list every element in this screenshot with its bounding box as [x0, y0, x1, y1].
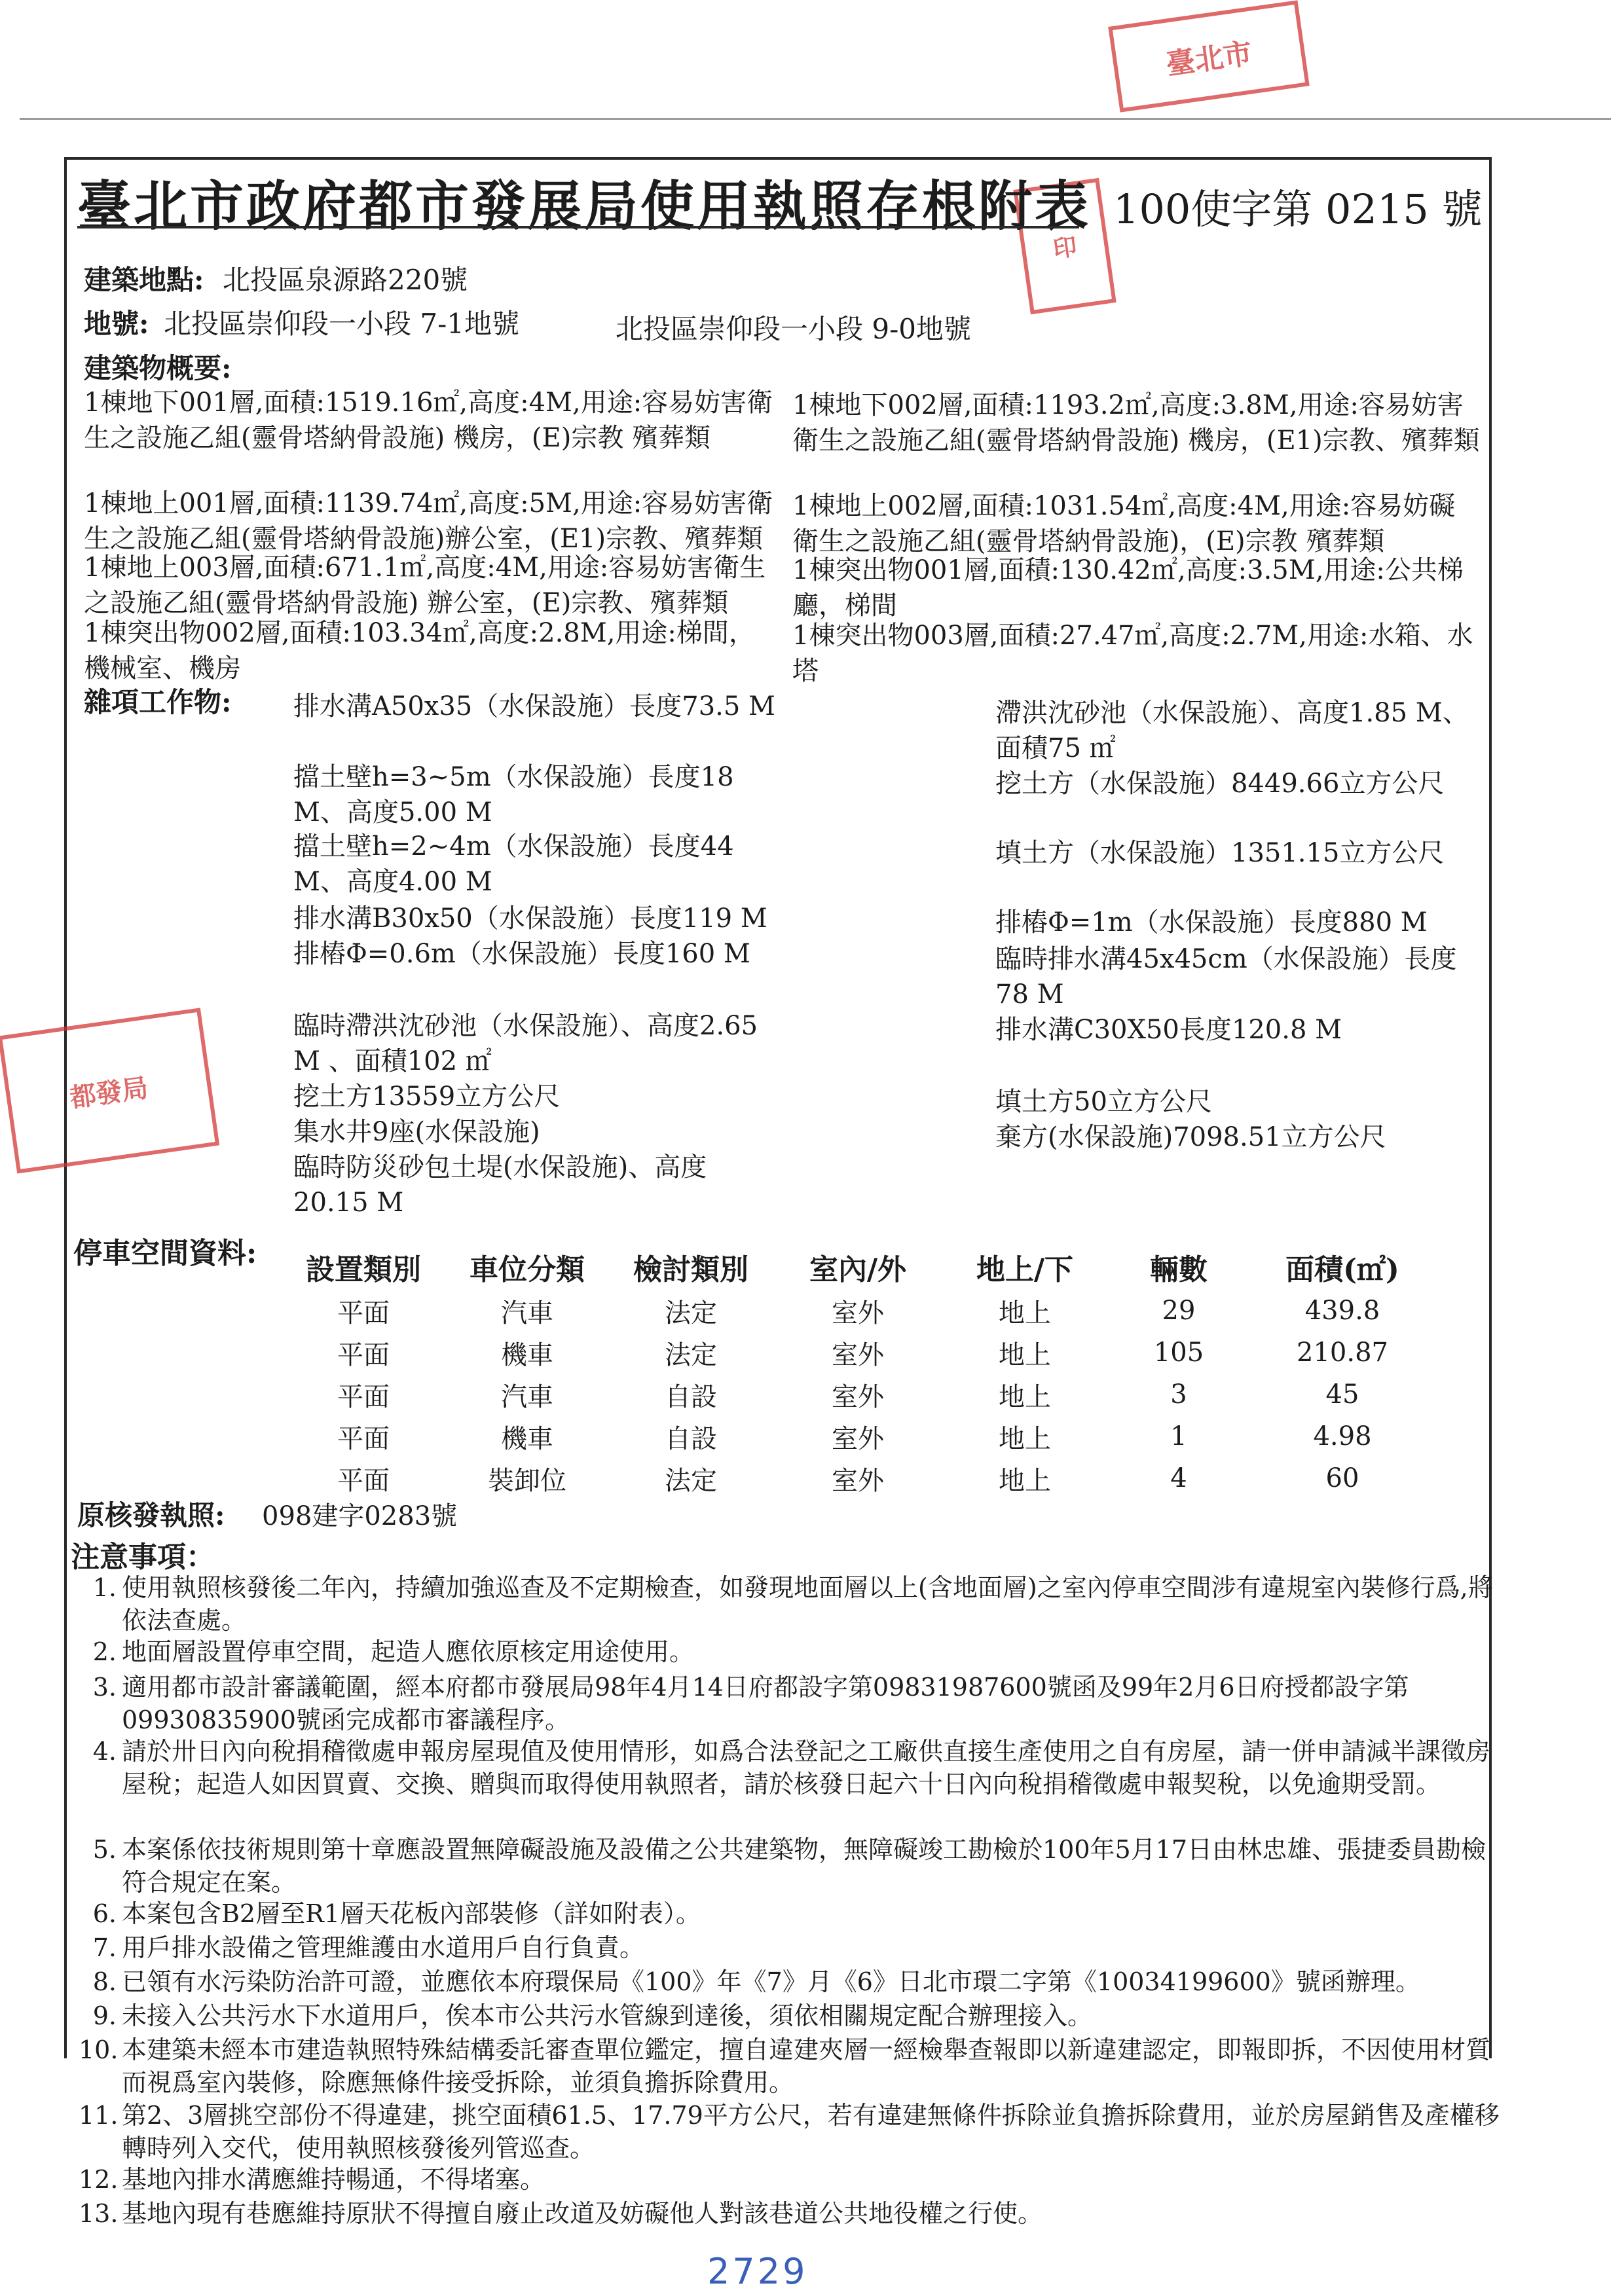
note-item	[79, 2033, 1500, 2099]
misc-works-label: 雜項工作物:	[84, 686, 232, 718]
note-number: 9.	[92, 2001, 117, 2030]
misc-left-8: 集水井9座(水保設施)	[293, 1117, 540, 1147]
misc-left-6: 臨時滯洪沈砂池（水保設施）、高度2.65 M 、面積102 ㎡	[293, 1011, 758, 1076]
table-cell: 室外	[832, 1339, 884, 1370]
note-number: 11.	[79, 2101, 119, 2130]
building-summary-label: 建築物概要:	[84, 352, 232, 384]
table-cell: 法定	[665, 1298, 717, 1328]
parking-header-cell: 檢討類別	[633, 1253, 748, 1286]
table-row	[282, 1457, 1434, 1499]
table-cell: 汽車	[501, 1298, 553, 1328]
table-cell: 裝卸位	[488, 1465, 566, 1496]
note-item	[79, 1897, 1500, 1930]
official-seal-top-right: 臺北市	[1108, 0, 1310, 112]
note-item	[79, 2099, 1500, 2164]
misc-left-9: 臨時防災砂包土堤(水保設施)、高度20.15 M	[293, 1152, 707, 1218]
note-item	[79, 2197, 1500, 2230]
note-text: 使用執照核發後二年內，持續加強巡查及不定期檢查，如發現地面層以上(含地面層)之室內停車空間涉有違規室內裝修行爲,將依法查處。	[122, 1573, 1493, 1635]
note-item	[79, 2163, 1500, 2196]
parking-header-cell: 車位分類	[470, 1253, 585, 1286]
table-cell: 平面	[337, 1423, 390, 1454]
table-cell: 地上	[999, 1298, 1051, 1328]
table-row	[282, 1332, 1434, 1374]
building-right-3: 1棟突出物001層,面積:130.42㎡,高度:3.5M,用途:公共梯廳，梯間	[792, 555, 1464, 621]
misc-left-1: 排水溝A50x35（水保設施）長度73.5 M	[293, 691, 775, 721]
table-cell: 機車	[501, 1423, 553, 1454]
note-number: 5.	[92, 1835, 117, 1864]
misc-left-4: 排水溝B30x50（水保設施）長度119 M	[293, 903, 767, 934]
note-text: 未接入公共污水下水道用戶，俟本市公共污水管線到達後，須依相關規定配合辦理接入。	[122, 2001, 1093, 2030]
official-seal-title: 印	[1013, 178, 1116, 315]
table-cell: 地上	[999, 1465, 1051, 1496]
note-number: 7.	[92, 1933, 117, 1962]
lot-value-1: 北投區崇仰段一小段 7-1地號	[164, 308, 519, 340]
table-cell: 地上	[999, 1423, 1051, 1454]
address-label: 建築地點:	[84, 264, 204, 296]
parking-header-row	[282, 1244, 1434, 1290]
original-license-label: 原核發執照:	[77, 1499, 225, 1531]
original-license-value: 098建字0283號	[262, 1501, 458, 1531]
building-left-3: 1棟地上003層,面積:671.1㎡,高度:4M,用途:容易妨害衛生之設施乙組(靈骨塔納骨設施) 辦公室，(E)宗教、殯葬類	[84, 553, 766, 618]
table-cell: 法定	[665, 1339, 717, 1370]
table-row	[282, 1374, 1434, 1415]
misc-left-5: 排樁Φ=0.6m（水保設施）長度160 M	[293, 939, 750, 969]
table-row	[282, 1290, 1434, 1332]
misc-right-5: 臨時排水溝45x45cm（水保設施）長度78 M	[995, 944, 1457, 1010]
note-text: 本建築未經本市建造執照特殊結構委託審查單位鑑定，擅自違建夾層一經檢舉查報即以新違建認定，即報即拆，不因使用材質而視爲室內裝修，除應無條件接受拆除，並須負擔拆除費用。	[122, 2035, 1491, 2097]
table-cell: 平面	[337, 1381, 390, 1412]
note-item	[79, 1965, 1500, 1998]
stamp-number: 2729	[707, 2251, 808, 2292]
note-text: 請於卅日內向稅捐稽徵處申報房屋現值及使用情形，如爲合法登記之工廠供直接生產使用之自有房屋，請一併申請減半課徵房屋稅；起造人如因買賣、交換、贈與而取得使用執照者，請於核發日起六十日內向稅捐稽徵處申報契稅，以免逾期受罰。	[122, 1737, 1491, 1798]
note-number: 1.	[92, 1573, 117, 1602]
table-cell: 平面	[337, 1339, 390, 1370]
note-number: 10.	[79, 2035, 119, 2064]
table-cell: 室外	[832, 1423, 884, 1454]
misc-right-1: 滯洪沈砂池（水保設施）、高度1.85 M、面積75 ㎡	[995, 698, 1469, 763]
table-cell: 3	[1170, 1379, 1187, 1410]
table-cell: 60	[1325, 1463, 1359, 1493]
note-text: 地面層設置停車空間，起造人應依原核定用途使用。	[122, 1637, 695, 1666]
parking-header-cell: 地上/下	[976, 1253, 1074, 1286]
table-cell: 自設	[665, 1423, 717, 1454]
note-item	[79, 1571, 1500, 1637]
permit-number: 100使字第 0215 號	[1113, 185, 1483, 233]
title-underline	[77, 226, 1079, 228]
note-number: 13.	[79, 2199, 119, 2228]
building-right-1: 1棟地下002層,面積:1193.2㎡,高度:3.8M,用途:容易妨害衛生之設施乙組(靈骨塔納骨設施) 機房，(E1)宗教、殯葬類	[792, 390, 1480, 456]
lot-label: 地號:	[84, 308, 149, 340]
parking-header-cell: 設置類別	[306, 1253, 421, 1286]
lot-value-2: 北投區崇仰段一小段 9-0地號	[616, 313, 971, 345]
note-item	[79, 1833, 1500, 1899]
misc-right-7: 填土方50立方公尺	[995, 1087, 1212, 1117]
note-number: 6.	[92, 1899, 117, 1928]
note-item	[79, 1931, 1500, 1964]
misc-right-4: 排樁Φ=1m（水保設施）長度880 M	[995, 907, 1428, 938]
parking-header-cell: 輛數	[1150, 1253, 1208, 1286]
document-title: 臺北市政府都市發展局使用執照存根附表	[77, 175, 1092, 238]
note-text: 用戶排水設備之管理維護由水道用戶自行負責。	[122, 1933, 645, 1962]
notes-label: 注意事項：	[71, 1540, 215, 1574]
building-left-2: 1棟地上001層,面積:1139.74㎡,高度:5M,用途:容易妨害衛生之設施乙組(靈骨塔納骨設施)辦公室，(E1)宗教、殯葬類	[84, 488, 773, 554]
table-cell: 法定	[665, 1465, 717, 1496]
address-value: 北投區泉源路220號	[223, 264, 468, 296]
note-number: 2.	[92, 1637, 117, 1666]
note-number: 12.	[79, 2165, 119, 2194]
note-text: 適用都市設計審議範圍，經本府都市發展局98年4月14日府都設字第09831987600號函及99年2月6日府授都設字第09930835900號函完成都市審議程序。	[122, 1673, 1409, 1734]
building-left-4: 1棟突出物002層,面積:103.34㎡,高度:2.8M,用途:梯間，機械室、機房	[84, 618, 755, 683]
table-cell: 地上	[999, 1339, 1051, 1370]
building-right-2: 1棟地上002層,面積:1031.54㎡,高度:4M,用途:容易妨礙衛生之設施乙組(靈骨塔納骨設施)，(E)宗教 殯葬類	[792, 491, 1456, 556]
table-cell: 1	[1170, 1421, 1187, 1451]
parking-label: 停車空間資料:	[73, 1237, 257, 1270]
table-cell: 4.98	[1313, 1421, 1372, 1451]
note-item	[79, 1671, 1500, 1736]
note-number: 8.	[92, 1967, 117, 1996]
misc-left-3: 擋土壁h=2~4m（水保設施）長度44 M、高度4.00 M	[293, 831, 734, 897]
misc-right-3: 填土方（水保設施）1351.15立方公尺	[995, 838, 1445, 868]
misc-right-6: 排水溝C30X50長度120.8 M	[995, 1015, 1342, 1045]
page-top-rule	[20, 118, 1611, 120]
note-text: 第2、3層挑空部份不得違建，挑空面積61.5、17.79平方公尺，若有違建無條件拆除並負擔拆除費用，並於房屋銷售及產權移轉時列入交代，使用執照核發後列管巡查。	[122, 2101, 1500, 2162]
table-cell: 29	[1162, 1296, 1196, 1326]
table-cell: 45	[1325, 1379, 1359, 1410]
note-number: 4.	[92, 1737, 117, 1766]
table-cell: 4	[1170, 1463, 1187, 1493]
table-cell: 室外	[832, 1465, 884, 1496]
misc-left-7: 挖土方13559立方公尺	[293, 1082, 561, 1112]
note-item	[79, 1999, 1500, 2032]
table-cell: 平面	[337, 1298, 390, 1328]
note-text: 基地內排水溝應維持暢通，不得堵塞。	[122, 2165, 545, 2194]
misc-left-2: 擋土壁h=3~5m（水保設施）長度18 M、高度5.00 M	[293, 762, 734, 828]
parking-header-cell: 面積(㎡)	[1285, 1253, 1399, 1286]
table-cell: 105	[1153, 1338, 1204, 1368]
table-cell: 自設	[665, 1381, 717, 1412]
parking-header-cell: 室內/外	[809, 1253, 907, 1286]
note-number: 3.	[92, 1673, 117, 1702]
table-cell: 汽車	[501, 1381, 553, 1412]
table-cell: 439.8	[1304, 1296, 1380, 1326]
building-left-1: 1棟地下001層,面積:1519.16㎡,高度:4M,用途:容易妨害衛生之設施乙組(靈骨塔納骨設施) 機房，(E)宗教 殯葬類	[84, 388, 773, 453]
table-cell: 平面	[337, 1465, 390, 1496]
table-cell: 210.87	[1297, 1338, 1388, 1368]
misc-right-2: 挖土方（水保設施）8449.66立方公尺	[995, 769, 1445, 799]
note-text: 基地內現有巷應維持原狀不得擅自廢止改道及妨礙他人對該巷道公共地役權之行使。	[122, 2199, 1043, 2228]
note-item	[79, 1735, 1500, 1800]
note-text: 本案係依技術規則第十章應設置無障礙設施及設備之公共建築物，無障礙竣工勘檢於100年5月17日由林忠雄、張捷委員勘檢符合規定在案。	[122, 1835, 1486, 1897]
note-item	[79, 1635, 1500, 1668]
table-cell: 室外	[832, 1381, 884, 1412]
building-right-4: 1棟突出物003層,面積:27.47㎡,高度:2.7M,用途:水箱、水塔	[792, 621, 1473, 686]
table-cell: 機車	[501, 1339, 553, 1370]
table-row	[282, 1415, 1434, 1457]
table-cell: 室外	[832, 1298, 884, 1328]
parking-table	[282, 1244, 1434, 1499]
official-seal-left: 都發局	[0, 1008, 219, 1173]
note-text: 已領有水污染防治許可證，並應依本府環保局《100》年《7》月《6》日北市環二字第《10034199600》號函辦理。	[122, 1967, 1420, 1996]
misc-right-8: 棄方(水保設施)7098.51立方公尺	[995, 1122, 1386, 1152]
table-cell: 地上	[999, 1381, 1051, 1412]
note-text: 本案包含B2層至R1層天花板內部裝修（詳如附表）。	[122, 1899, 701, 1928]
